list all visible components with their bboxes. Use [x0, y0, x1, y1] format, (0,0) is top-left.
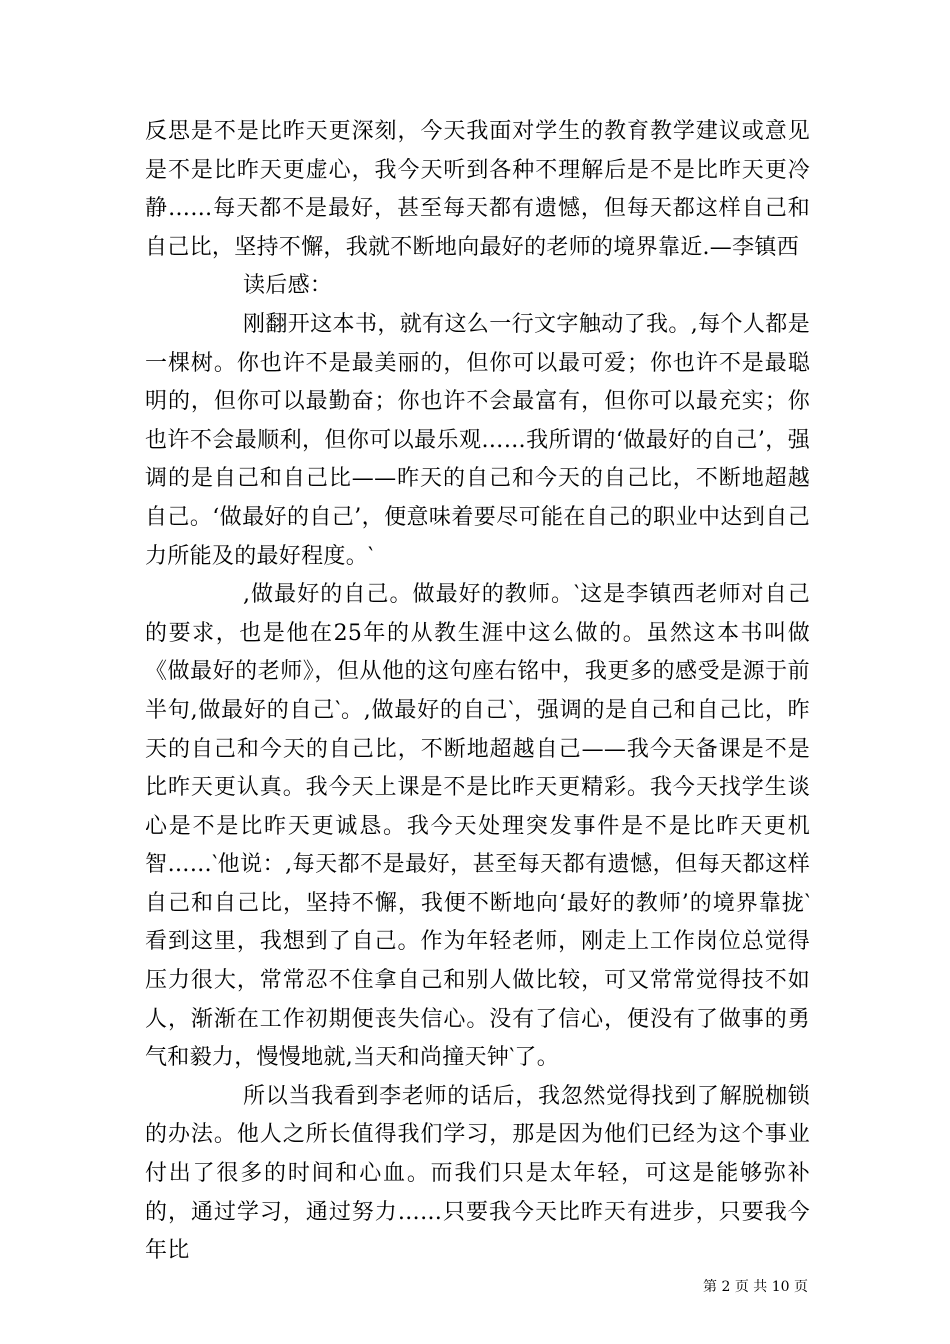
page-number-footer: 第 2 页 共 10 页	[703, 1279, 808, 1295]
paragraph-3: 刚翻开这本书，就有这么一行文字触动了我。,每个人都是一棵树。你也许不是最美丽的，但你可以最可爱；你也许不是最聪明的，但你可以最勤奋；你也许不会最富有，但你可以最充实；你也许不会最顺利，但你可以最乐观……我所谓的‘做最好的自己’，强调的是自己和自己比——昨天的自己和今天的自己比，不断地超越自己。‘做最好的自己’，便意味着要尽可能在自己的职业中达到自己力所能及的最好程度。‵	[145, 311, 810, 569]
document-body	[145, 113, 810, 1271]
paragraph-4: ,做最好的自己。做最好的教师。‵这是李镇西老师对自己的要求，也是他在25年的从教生涯中这么做的。虽然这本书叫做《做最好的老师》，但从他的这句座右铭中，我更多的感受是源于前半句,做最好的自己‵。,做最好的自己‵，强调的是自己和自己比，昨天的自己和今天的自己比，不断地超越自己——我今天备课是不是比昨天更认真。我今天上课是不是比昨天更精彩。我今天找学生谈心是不是比昨天更诚恳。我今天处理突发事件是不是比昨天更机智……‵他说：,每天都不是最好，甚至每天都有遗憾，但每天都这样自己和自己比，坚持不懈，我便不断地向‘最好的教师’的境界靠拢‵看到这里，我想到了自己。作为年轻老师，刚走上工作岗位总觉得压力很大，常常忍不住拿自己和别人做比较，可又常常觉得技不如人，渐渐在工作初期便丧失信心。没有了信心，便没有了做事的勇气和毅力，慢慢地就,当天和尚撞天钟‵了。	[145, 582, 810, 1071]
paragraph-2-heading: 读后感：	[243, 273, 333, 299]
paragraph-5: 所以当我看到李老师的话后，我忽然觉得找到了解脱枷锁的办法。他人之所长值得我们学习，那是因为他们已经为这个事业付出了很多的时间和心血。而我们只是太年轻，可这是能够弥补的，通过学习，通过努力……只要我今天比昨天有进步，只要我今年比	[145, 1083, 810, 1264]
paragraph-1: 反思是不是比昨天更深刻，今天我面对学生的教育教学建议或意见是不是比昨天更虚心，我今天听到各种不理解后是不是比昨天更冷静……每天都不是最好，甚至每天都有遗憾，但每天都这样自己和自己比，坚持不懈，我就不断地向最好的老师的境界靠近.—李镇西	[145, 119, 810, 260]
